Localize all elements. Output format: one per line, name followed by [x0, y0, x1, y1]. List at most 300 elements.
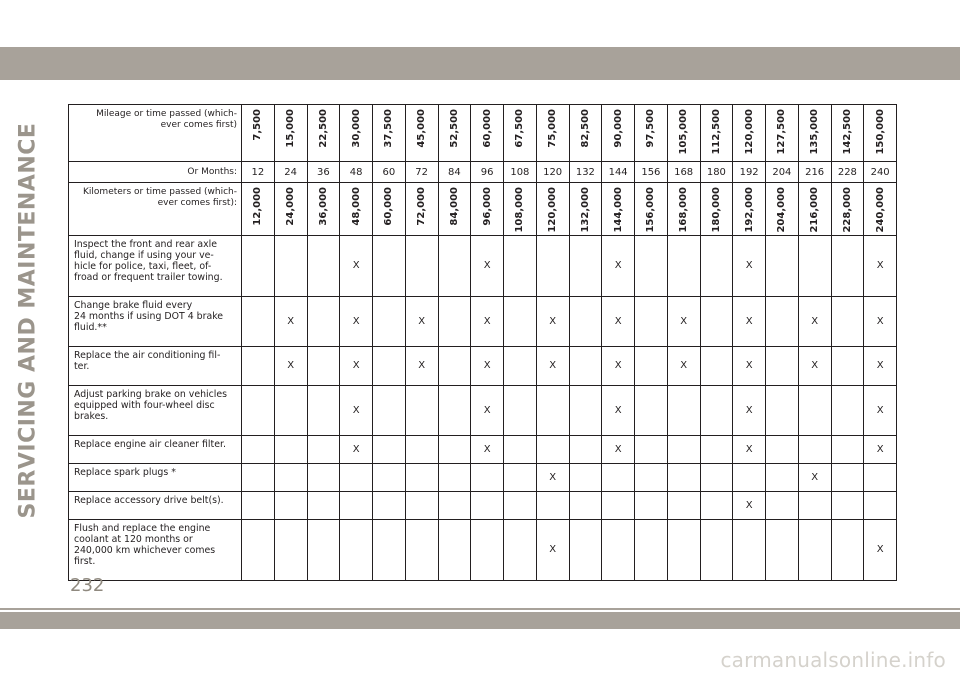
task-label-line: 24 months if using DOT 4 brake	[74, 310, 224, 322]
kilometers-value: 156,000	[645, 187, 657, 233]
kilometers-cell	[569, 183, 602, 236]
task-label-line: froad or frequent trailer towing.	[74, 271, 223, 283]
task-row	[69, 296, 897, 346]
mileage-value: 45,000	[416, 109, 428, 148]
empty-cell	[798, 435, 831, 463]
service-mark: X	[471, 385, 504, 435]
months-value: 84	[438, 162, 471, 183]
task-row	[69, 435, 897, 463]
empty-cell	[766, 491, 799, 519]
mileage-cell	[798, 105, 831, 162]
mileage-cell	[831, 105, 864, 162]
service-mark: X	[340, 435, 373, 463]
service-mark: X	[733, 385, 766, 435]
mileage-value: 127,500	[776, 109, 788, 155]
empty-cell	[667, 435, 700, 463]
mileage-cell	[373, 105, 406, 162]
kilometers-cell	[405, 183, 438, 236]
kilometers-cell	[536, 183, 569, 236]
empty-cell	[700, 385, 733, 435]
empty-cell	[766, 296, 799, 346]
mileage-value: 90,000	[612, 109, 624, 148]
empty-cell	[242, 346, 275, 385]
empty-cell	[438, 346, 471, 385]
service-mark: X	[536, 463, 569, 491]
kilometers-value: 180,000	[710, 187, 722, 233]
months-value: 144	[602, 162, 635, 183]
service-mark: X	[471, 296, 504, 346]
task-label-line: Adjust parking brake on vehicles	[74, 388, 228, 400]
mileage-header-label-line: Mileage or time passed (which-	[96, 109, 237, 119]
months-value: 48	[340, 162, 373, 183]
mileage-header-label	[69, 105, 242, 162]
empty-cell	[405, 435, 438, 463]
empty-cell	[340, 519, 373, 580]
empty-cell	[831, 435, 864, 463]
empty-cell	[831, 491, 864, 519]
empty-cell	[405, 235, 438, 296]
page-number: 232	[70, 575, 105, 596]
empty-cell	[635, 296, 668, 346]
task-label-line: 240,000 km whichever comes	[74, 544, 216, 556]
task-label-line: Change brake fluid every	[74, 299, 193, 311]
mileage-header-label-line: ever comes first)	[160, 120, 237, 130]
service-mark: X	[864, 435, 897, 463]
mileage-value: 52,500	[448, 109, 460, 148]
task-label	[69, 519, 242, 580]
task-row	[69, 463, 897, 491]
mileage-value: 60,000	[481, 109, 493, 148]
kilometers-cell	[242, 183, 275, 236]
service-mark: X	[667, 346, 700, 385]
service-mark: X	[340, 235, 373, 296]
kilometers-value: 216,000	[809, 187, 821, 233]
kilometers-cell	[340, 183, 373, 236]
service-mark: X	[733, 235, 766, 296]
empty-cell	[635, 463, 668, 491]
empty-cell	[274, 463, 307, 491]
service-mark: X	[405, 296, 438, 346]
task-row	[69, 491, 897, 519]
months-value: 240	[864, 162, 897, 183]
kilometers-cell	[373, 183, 406, 236]
kilometers-value: 36,000	[317, 187, 329, 226]
empty-cell	[864, 491, 897, 519]
empty-cell	[700, 435, 733, 463]
empty-cell	[569, 235, 602, 296]
kilometers-cell	[635, 183, 668, 236]
months-value: 108	[504, 162, 537, 183]
empty-cell	[700, 296, 733, 346]
mileage-header-row	[69, 105, 897, 162]
empty-cell	[667, 491, 700, 519]
empty-cell	[504, 491, 537, 519]
empty-cell	[438, 491, 471, 519]
empty-cell	[504, 346, 537, 385]
mileage-cell	[405, 105, 438, 162]
empty-cell	[274, 235, 307, 296]
mileage-cell	[864, 105, 897, 162]
empty-cell	[373, 385, 406, 435]
mileage-cell	[766, 105, 799, 162]
empty-cell	[602, 463, 635, 491]
service-mark: X	[471, 235, 504, 296]
empty-cell	[798, 519, 831, 580]
months-value: 180	[700, 162, 733, 183]
mileage-value: 97,500	[645, 109, 657, 148]
months-value: 228	[831, 162, 864, 183]
service-mark: X	[602, 235, 635, 296]
mileage-value: 22,500	[317, 109, 329, 148]
empty-cell	[635, 435, 668, 463]
empty-cell	[471, 519, 504, 580]
empty-cell	[635, 491, 668, 519]
empty-cell	[798, 385, 831, 435]
service-mark: X	[274, 296, 307, 346]
service-mark: X	[274, 346, 307, 385]
kilometers-value: 24,000	[285, 187, 297, 226]
empty-cell	[569, 491, 602, 519]
empty-cell	[766, 346, 799, 385]
task-row	[69, 235, 897, 296]
mileage-cell	[536, 105, 569, 162]
empty-cell	[798, 491, 831, 519]
months-value: 120	[536, 162, 569, 183]
service-mark: X	[471, 435, 504, 463]
task-label	[69, 346, 242, 385]
kilometers-value: 204,000	[776, 187, 788, 233]
task-label-line: Flush and replace the engine	[74, 522, 211, 534]
empty-cell	[766, 235, 799, 296]
empty-cell	[733, 519, 766, 580]
task-label-line: Replace accessory drive belt(s).	[74, 494, 224, 506]
empty-cell	[733, 463, 766, 491]
empty-cell	[831, 463, 864, 491]
empty-cell	[602, 491, 635, 519]
mileage-value: 67,500	[514, 109, 526, 148]
empty-cell	[635, 519, 668, 580]
empty-cell	[373, 519, 406, 580]
empty-cell	[405, 463, 438, 491]
empty-cell	[536, 385, 569, 435]
kilometers-value: 96,000	[481, 187, 493, 226]
task-label-line: Replace spark plugs *	[74, 466, 176, 478]
header-band	[0, 47, 960, 80]
mileage-value: 135,000	[809, 109, 821, 155]
task-label	[69, 385, 242, 435]
mileage-value: 112,500	[710, 109, 722, 155]
empty-cell	[831, 346, 864, 385]
mileage-value: 150,000	[874, 109, 886, 155]
mileage-cell	[700, 105, 733, 162]
task-label-line: first.	[74, 555, 96, 567]
kilometers-header-label-line: Kilometers or time passed (which-	[83, 187, 237, 197]
kilometers-cell	[733, 183, 766, 236]
service-mark: X	[864, 296, 897, 346]
kilometers-header-label-line: ever comes first):	[157, 198, 237, 208]
empty-cell	[471, 491, 504, 519]
empty-cell	[831, 519, 864, 580]
service-mark: X	[798, 296, 831, 346]
mileage-cell	[635, 105, 668, 162]
kilometers-value: 240,000	[874, 187, 886, 233]
service-mark: X	[536, 519, 569, 580]
mileage-value: 75,000	[547, 109, 559, 148]
empty-cell	[307, 519, 340, 580]
months-value: 156	[635, 162, 668, 183]
kilometers-cell	[864, 183, 897, 236]
empty-cell	[798, 235, 831, 296]
mileage-value: 105,000	[678, 109, 690, 155]
kilometers-value: 132,000	[579, 187, 591, 233]
empty-cell	[864, 463, 897, 491]
empty-cell	[307, 491, 340, 519]
empty-cell	[438, 463, 471, 491]
section-title: SERVICING AND MAINTENANCE	[15, 122, 41, 518]
empty-cell	[667, 519, 700, 580]
months-value: 96	[471, 162, 504, 183]
kilometers-cell	[602, 183, 635, 236]
empty-cell	[242, 235, 275, 296]
task-label	[69, 296, 242, 346]
footer-rule	[0, 608, 960, 610]
empty-cell	[373, 463, 406, 491]
mileage-value: 120,000	[743, 109, 755, 155]
empty-cell	[504, 385, 537, 435]
kilometers-value: 72,000	[416, 187, 428, 226]
mileage-cell	[602, 105, 635, 162]
task-label-line: equipped with four-wheel disc	[74, 399, 215, 411]
kilometers-header-label	[69, 183, 242, 236]
months-header-row	[69, 162, 897, 183]
empty-cell	[831, 385, 864, 435]
service-mark: X	[602, 346, 635, 385]
kilometers-header-row	[69, 183, 897, 236]
empty-cell	[405, 491, 438, 519]
kilometers-value: 48,000	[350, 187, 362, 226]
empty-cell	[504, 519, 537, 580]
empty-cell	[700, 346, 733, 385]
service-mark: X	[602, 385, 635, 435]
kilometers-value: 12,000	[252, 187, 264, 226]
service-mark: X	[733, 435, 766, 463]
task-label-line: ter.	[74, 360, 90, 372]
task-label-line: Inspect the front and rear axle	[74, 238, 218, 250]
empty-cell	[667, 385, 700, 435]
empty-cell	[536, 491, 569, 519]
task-label	[69, 463, 242, 491]
mileage-cell	[307, 105, 340, 162]
empty-cell	[373, 491, 406, 519]
months-value: 216	[798, 162, 831, 183]
mileage-cell	[569, 105, 602, 162]
service-mark: X	[864, 385, 897, 435]
empty-cell	[307, 435, 340, 463]
service-mark: X	[602, 296, 635, 346]
empty-cell	[700, 463, 733, 491]
empty-cell	[373, 296, 406, 346]
empty-cell	[766, 463, 799, 491]
empty-cell	[307, 346, 340, 385]
kilometers-value: 192,000	[743, 187, 755, 233]
months-value: 24	[274, 162, 307, 183]
empty-cell	[340, 463, 373, 491]
empty-cell	[274, 491, 307, 519]
task-row	[69, 385, 897, 435]
mileage-value: 30,000	[350, 109, 362, 148]
empty-cell	[700, 235, 733, 296]
empty-cell	[569, 435, 602, 463]
empty-cell	[766, 519, 799, 580]
empty-cell	[274, 519, 307, 580]
kilometers-value: 228,000	[841, 187, 853, 233]
months-value: 168	[667, 162, 700, 183]
mileage-cell	[340, 105, 373, 162]
task-label	[69, 435, 242, 463]
months-header-label: Or Months:	[69, 162, 242, 183]
empty-cell	[307, 235, 340, 296]
kilometers-value: 168,000	[678, 187, 690, 233]
service-mark: X	[602, 435, 635, 463]
mileage-value: 15,000	[285, 109, 297, 148]
service-mark: X	[536, 296, 569, 346]
kilometers-value: 144,000	[612, 187, 624, 233]
empty-cell	[471, 463, 504, 491]
service-mark: X	[733, 296, 766, 346]
mileage-value: 7,500	[252, 109, 264, 141]
empty-cell	[766, 435, 799, 463]
empty-cell	[307, 296, 340, 346]
empty-cell	[569, 385, 602, 435]
empty-cell	[242, 385, 275, 435]
mileage-value: 82,500	[579, 109, 591, 148]
empty-cell	[242, 296, 275, 346]
task-label-line: brakes.	[74, 410, 109, 422]
service-mark: X	[340, 346, 373, 385]
mileage-value: 142,500	[841, 109, 853, 155]
empty-cell	[438, 235, 471, 296]
empty-cell	[536, 235, 569, 296]
task-label-line: coolant at 120 months or	[74, 533, 193, 545]
kilometers-cell	[274, 183, 307, 236]
task-label-line: Replace the air conditioning fil-	[74, 349, 221, 361]
service-mark: X	[733, 346, 766, 385]
section-title-vertical	[8, 100, 48, 540]
mileage-value: 37,500	[383, 109, 395, 148]
empty-cell	[438, 385, 471, 435]
empty-cell	[700, 519, 733, 580]
empty-cell	[569, 463, 602, 491]
empty-cell	[242, 491, 275, 519]
service-mark: X	[798, 346, 831, 385]
service-mark: X	[733, 491, 766, 519]
empty-cell	[274, 435, 307, 463]
kilometers-value: 108,000	[514, 187, 526, 233]
months-value: 72	[405, 162, 438, 183]
months-value: 60	[373, 162, 406, 183]
kilometers-cell	[504, 183, 537, 236]
service-mark: X	[864, 346, 897, 385]
maintenance-schedule-table	[68, 104, 897, 581]
empty-cell	[438, 296, 471, 346]
months-value: 192	[733, 162, 766, 183]
kilometers-cell	[700, 183, 733, 236]
empty-cell	[242, 463, 275, 491]
kilometers-cell	[798, 183, 831, 236]
empty-cell	[504, 296, 537, 346]
empty-cell	[667, 235, 700, 296]
empty-cell	[373, 235, 406, 296]
empty-cell	[504, 435, 537, 463]
empty-cell	[635, 235, 668, 296]
service-mark: X	[864, 235, 897, 296]
empty-cell	[438, 519, 471, 580]
empty-cell	[635, 385, 668, 435]
months-value: 204	[766, 162, 799, 183]
empty-cell	[307, 385, 340, 435]
service-mark: X	[340, 385, 373, 435]
empty-cell	[242, 519, 275, 580]
task-row	[69, 346, 897, 385]
empty-cell	[242, 435, 275, 463]
mileage-cell	[274, 105, 307, 162]
task-label-line: hicle for police, taxi, fleet, of-	[74, 260, 212, 272]
kilometers-cell	[766, 183, 799, 236]
empty-cell	[536, 435, 569, 463]
empty-cell	[504, 235, 537, 296]
mileage-cell	[438, 105, 471, 162]
kilometers-value: 120,000	[547, 187, 559, 233]
task-label	[69, 235, 242, 296]
empty-cell	[569, 519, 602, 580]
empty-cell	[405, 385, 438, 435]
kilometers-value: 84,000	[448, 187, 460, 226]
mileage-cell	[242, 105, 275, 162]
service-mark: X	[405, 346, 438, 385]
kilometers-cell	[667, 183, 700, 236]
empty-cell	[405, 519, 438, 580]
empty-cell	[831, 296, 864, 346]
empty-cell	[831, 235, 864, 296]
months-value: 12	[242, 162, 275, 183]
empty-cell	[602, 519, 635, 580]
mileage-cell	[733, 105, 766, 162]
empty-cell	[766, 385, 799, 435]
kilometers-cell	[307, 183, 340, 236]
empty-cell	[504, 463, 537, 491]
empty-cell	[569, 296, 602, 346]
footer-band	[0, 612, 960, 629]
service-mark: X	[471, 346, 504, 385]
service-mark: X	[667, 296, 700, 346]
service-mark: X	[798, 463, 831, 491]
mileage-cell	[471, 105, 504, 162]
mileage-cell	[667, 105, 700, 162]
task-label-line: Replace engine air cleaner filter.	[74, 438, 226, 450]
kilometers-cell	[831, 183, 864, 236]
empty-cell	[307, 463, 340, 491]
empty-cell	[274, 385, 307, 435]
kilometers-cell	[471, 183, 504, 236]
task-label-line: fluid, change if using your ve-	[74, 249, 214, 261]
service-mark: X	[340, 296, 373, 346]
service-mark: X	[864, 519, 897, 580]
task-label	[69, 491, 242, 519]
service-mark: X	[536, 346, 569, 385]
empty-cell	[438, 435, 471, 463]
task-label-line: fluid.**	[74, 321, 107, 333]
kilometers-cell	[438, 183, 471, 236]
